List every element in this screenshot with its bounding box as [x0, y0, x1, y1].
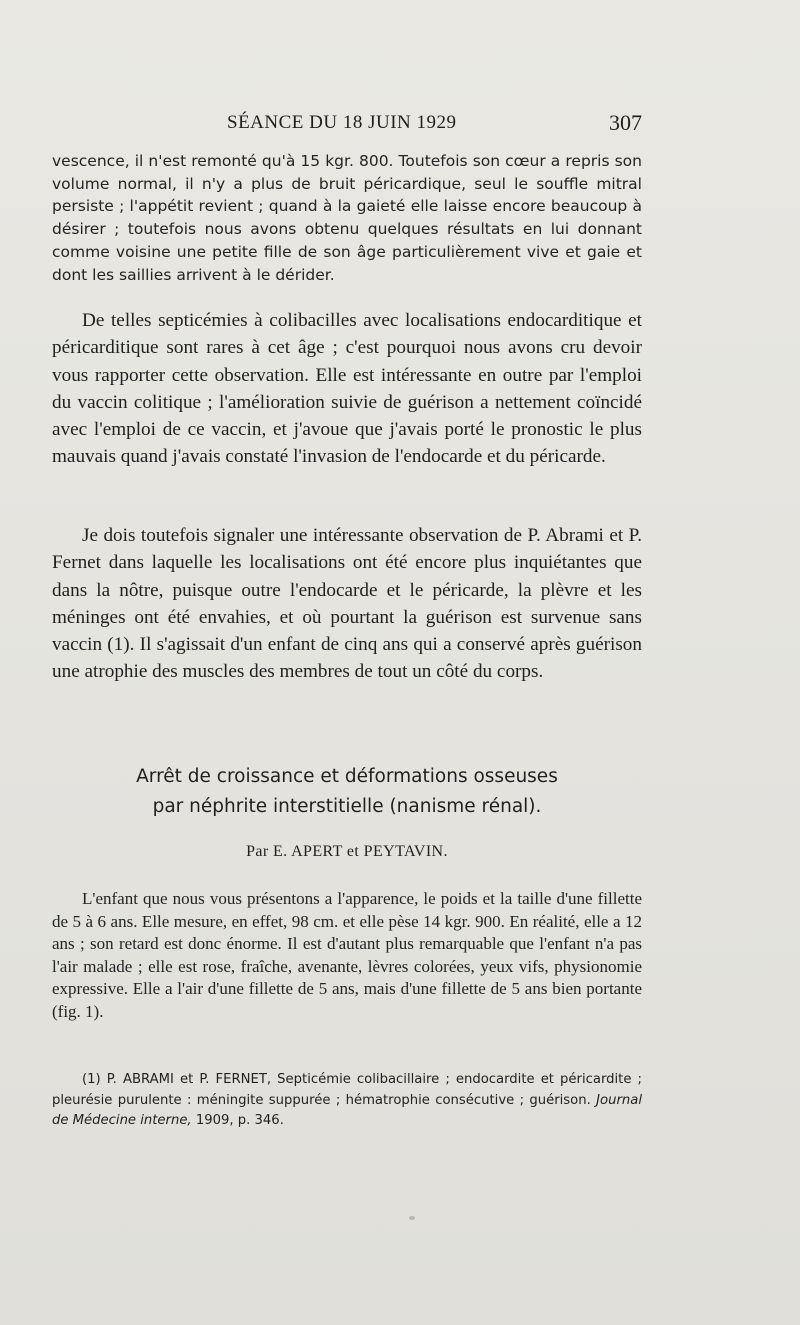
article-authors: Par E. APERT et PEYTAVIN.: [246, 843, 448, 860]
footnote-citation: 1909, p. 346.: [195, 1113, 284, 1128]
article-title-line-2: par néphrite interstitielle (nanisme rénal).: [152, 796, 542, 817]
article-paragraph: L'enfant que nous vous présentons a l'apparence, le poids et la taille d'une fillette de 5 à 6 ans. Elle mesure, en effet, 98 cm. et elle pèse 14 kgr. 900. En réalité, elle a 12 ans ; son retard est donc énorme. Il est d'autant plus remarquable que l'enfant n'a pas l'air malade ; elle est rose, fraîche, avenante, lèvres colorées, yeux vifs, physionomie expressive. Elle a l'air d'une fillette de 5 ans, mais d'une fillette de 5 ans bien portante (fig. 1).: [52, 889, 642, 1021]
footnote-text: Septicémie colibacillaire ; endocardite et péricardite ; pleurésie purulente : méningite suppurée ; hématrophie consécutive ; guérison.: [52, 1072, 642, 1108]
paragraph-septicemies: De telles septicémies à colibacilles avec localisations endocarditique et péricarditique sont rares à cet âge ; c'est pourquoi nous avons cru devoir vous rapporter cette observation. Elle est intéressante en outre par l'emploi du vaccin colitique ; l'amélioration suivie de guérison a nettement coïncidé avec l'emploi de ce vaccin, et j'avoue que j'avais porté le pronostic le plus mauvais quand j'avais constaté l'invasion de l'endocarde et du péricarde.: [52, 310, 642, 468]
ink-smudge: [409, 1216, 415, 1220]
footnote: [52, 1070, 642, 1132]
footnote-journal: Journal de Médecine interne,: [52, 1092, 642, 1128]
footnote-authors: P. ABRAMI et P. FERNET,: [106, 1072, 272, 1087]
running-header: [52, 110, 642, 140]
footnote-marker: (1): [82, 1072, 101, 1087]
paragraph-abrami-fernet: Je dois toutefois signaler une intéressante observation de P. Abrami et P. Fernet dans laquelle les localisations ont été encore plus inquiétantes que dans la nôtre, puisque outre l'endocarde et le péricarde, la plèvre et les méninges ont été envahies, et où pourtant la guérison est survenue sans vaccin (1). Il s'agissait d'un enfant de cinq ans qui a conservé après guérison une atrophie des muscles des membres de tout un côté du corps.: [52, 525, 642, 683]
article-title: [52, 762, 642, 822]
continuation-paragraph: vescence, il n'est remonté qu'à 15 kgr. 800. Toutefois son cœur a repris son volume normal, il n'y a plus de bruit péricardique, seul le souffle mitral persiste ; l'appétit revient ; quand à la gaieté elle laisse encore beaucoup à désirer ; toutefois nous avons obtenu quelques résultats en lui donnant comme voisine une petite fille de son âge particulièrement vive et gaie et dont les saillies arrivent à le dérider.: [52, 152, 642, 284]
article-title-line-1: Arrêt de croissance et déformations osseuses: [136, 766, 558, 787]
page-number: 307: [609, 110, 642, 135]
running-title: SÉANCE DU 18 JUIN 1929: [227, 112, 457, 133]
